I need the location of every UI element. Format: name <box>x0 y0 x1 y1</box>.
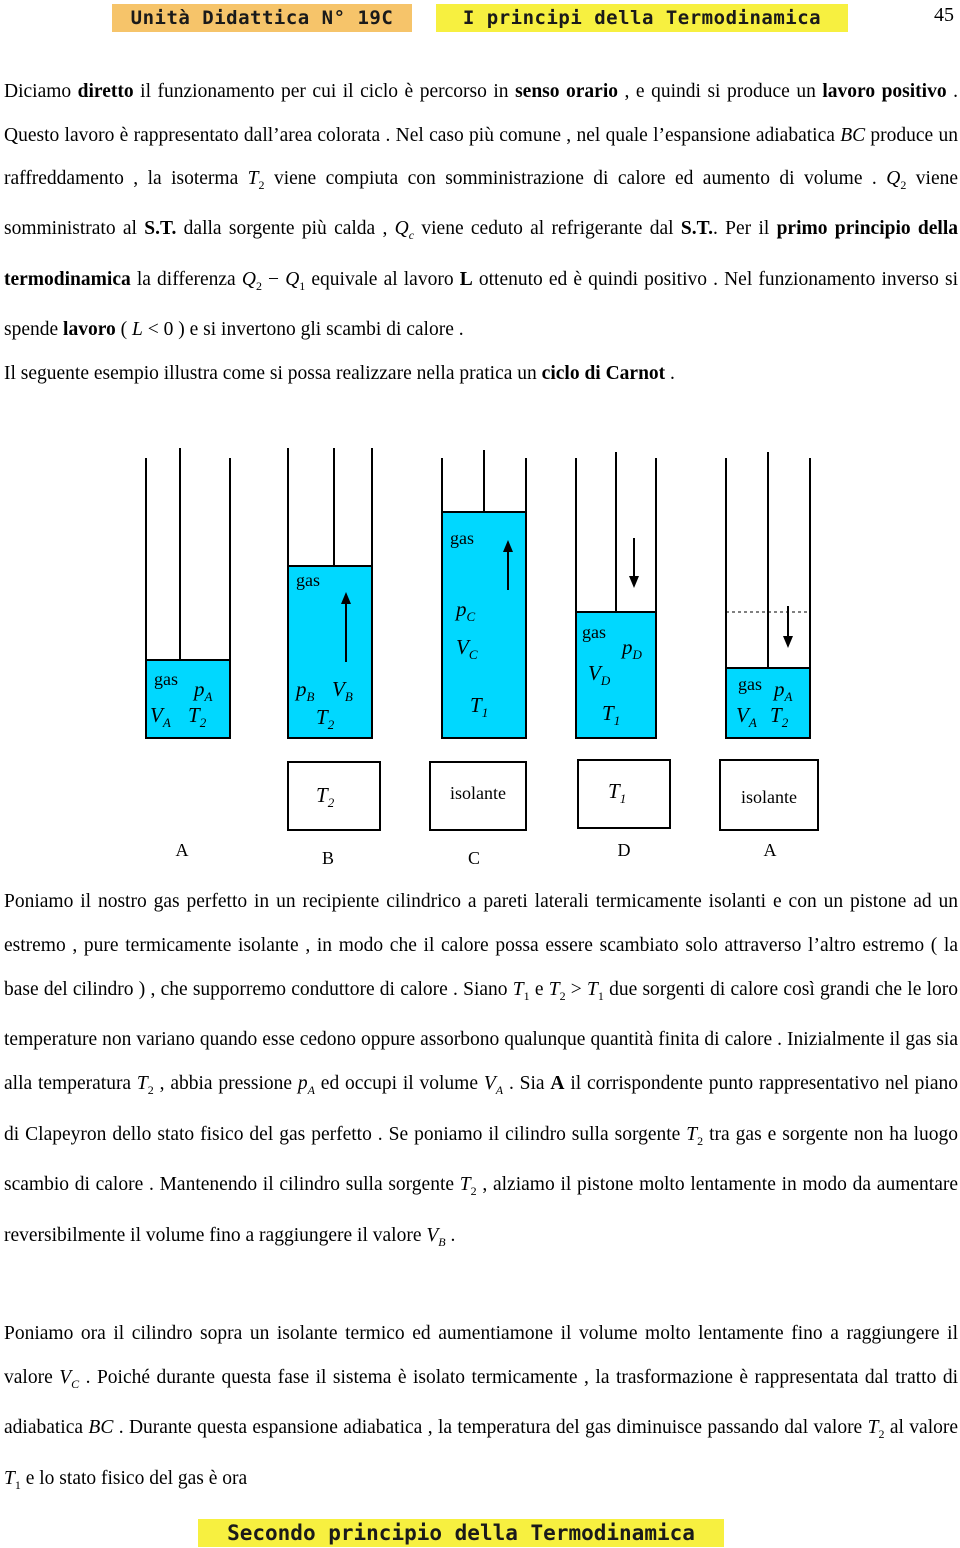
math-sub: B <box>438 1235 446 1250</box>
gas-label: gas <box>450 528 474 548</box>
math: T <box>247 168 259 189</box>
text: equivale al lavoro <box>305 268 460 290</box>
text: > <box>565 978 588 1000</box>
text: . Sia <box>503 1073 551 1095</box>
math-sub: 2 <box>559 988 566 1003</box>
math-sub: 1 <box>299 278 306 293</box>
math-sub: 1 <box>523 988 530 1003</box>
math: T <box>587 978 598 1000</box>
math-sub: A <box>495 1082 504 1097</box>
math-sub: 1 <box>14 1478 21 1493</box>
paragraph-example-intro <box>4 352 958 396</box>
gas-label: gas <box>738 674 762 694</box>
box-label: $T_2$ <box>316 783 335 810</box>
volume-label: $V_C$ <box>456 635 478 662</box>
chapter-title-header: I principi della Termodinamica <box>436 4 848 32</box>
bold-term: diretto <box>77 81 134 102</box>
temperature-label: $T_2$ <box>188 703 207 730</box>
math: T <box>459 1174 471 1196</box>
text: , abbia pressione <box>153 1073 298 1095</box>
source-box-t1 <box>578 760 670 828</box>
text: . <box>445 1225 456 1247</box>
temperature-label: $T_1$ <box>602 701 621 728</box>
text: produce un raffreddamento , la isoterma <box>4 124 958 189</box>
text: tra gas e sorgente non ha luogo scambio di calore . Mantenendo il cilindro sulla sorgente <box>4 1123 958 1196</box>
math: T <box>686 1123 698 1145</box>
text: . Poiché durante questa fase il sistema è isolato termicamente , la trasformazione è rappresentata dal tratto di adiabatica <box>4 1366 958 1439</box>
cylinder-a <box>146 448 230 738</box>
text: . Durante questa espansione adiabatica , la temperatura del gas diminuisce passando dal valore <box>113 1417 868 1439</box>
math-sub: 2 <box>900 177 907 192</box>
math-sub: c <box>408 228 415 243</box>
temperature-label: $T_2$ <box>770 703 789 730</box>
math: BC <box>840 124 866 146</box>
unit-header: Unità Didattica N° 19C <box>112 4 412 32</box>
gas-label: gas <box>154 669 178 689</box>
box-label: isolante <box>741 787 797 807</box>
bold-term: ciclo di Carnot <box>541 362 666 384</box>
math-sub: 2 <box>878 1427 885 1442</box>
volume-label: $V_A$ <box>736 703 757 730</box>
math-sub: 2 <box>255 278 262 293</box>
text: Poniamo ora il cilindro sopra un isolante termico ed aumentiamone il volume molto lentamente fino a raggiungere il valore <box>4 1323 958 1388</box>
math-sub: C <box>71 1376 80 1391</box>
arrowhead-icon <box>783 636 793 648</box>
text: e <box>529 978 549 1000</box>
text: il corrispondente punto rappresentativo nel piano di Clapeyron dello stato fisico del gas perfetto . Se poniamo il cilindro sulla sorgente <box>4 1073 958 1145</box>
text: < 0 ) e si invertono gli scambi di calore . <box>142 319 464 341</box>
text: ed occupi il volume <box>314 1073 484 1095</box>
text: dalla sorgente più calda , <box>176 218 395 240</box>
diagram-svg <box>0 440 960 880</box>
text: e lo stato fisico del gas è ora <box>20 1468 248 1490</box>
state-label-b: B <box>321 848 335 868</box>
paragraph-adiabatic <box>4 1312 958 1508</box>
math-sub: 2 <box>258 177 265 192</box>
gas-label: gas <box>582 622 606 642</box>
main-text <box>4 880 958 1265</box>
math-sub: 2 <box>697 1133 704 1148</box>
text: , alziamo il pistone molto lentamente in modo da aumentare reversibilmente il volume fino a raggiungere il valore <box>4 1174 958 1247</box>
text: viene ceduto al refrigerante dal <box>414 218 681 240</box>
text: viene somministrato al <box>4 168 959 240</box>
text: ( <box>115 319 133 341</box>
math: T <box>136 1073 148 1095</box>
insulator-box-1 <box>430 762 526 830</box>
math: Q <box>886 168 901 189</box>
state-label-c: C <box>467 848 481 868</box>
page-number: 45 <box>934 4 954 26</box>
cylinder-a-final <box>726 452 810 738</box>
math: T <box>867 1417 879 1439</box>
adiabatic-text <box>4 1312 958 1508</box>
math: Q <box>394 218 409 240</box>
math: L <box>132 319 143 341</box>
math: Q <box>241 268 256 290</box>
box-label: $T_1$ <box>608 779 627 806</box>
state-label-d: D <box>617 840 631 860</box>
cylinder-d <box>576 452 656 738</box>
math: V <box>483 1073 496 1095</box>
text: Poniamo il nostro gas perfetto in un recipiente cilindrico a pareti laterali termicamente isolanti e con un pistone ad un estremo , pure termicamente isolante , in modo che il calore possa essere scambiato solo attraverso l’altro estremo ( la base del cilindro ) , che supporremo conduttore di calore . Siano <box>4 891 958 1000</box>
bold-term: lavoro <box>63 319 116 341</box>
text: la differenza <box>130 268 242 290</box>
bold-term: S.T. <box>144 218 177 240</box>
math: p <box>297 1073 308 1095</box>
pressure-label: $p_C$ <box>456 597 476 624</box>
text: . Questo lavoro è rappresentato dall’area colorata . Nel caso più comune , nel quale l’espansione adiabatica <box>4 81 959 146</box>
intro-text <box>4 70 958 395</box>
text: viene compiuta con somministrazione di calore ed aumento di volume . <box>264 168 887 189</box>
text: − <box>261 268 286 290</box>
bold-term: lavoro positivo <box>822 81 947 102</box>
pressure-label: $p_B$ <box>296 677 315 704</box>
text: Diciamo <box>4 81 78 102</box>
bold-term: primo principio della termodinamica <box>4 218 958 290</box>
paragraph-cycle-description <box>4 70 958 352</box>
math: T <box>512 978 524 1000</box>
bold-term: A <box>550 1073 565 1095</box>
math: BC <box>88 1417 114 1439</box>
source-box-t2 <box>288 762 380 830</box>
text: . Per il <box>713 218 777 240</box>
volume-label: $V_A$ <box>150 703 171 730</box>
cylinder-c <box>442 450 526 738</box>
math-sub: 2 <box>470 1184 477 1199</box>
gas-fill <box>288 566 372 738</box>
pressure-label: $p_D$ <box>622 635 642 662</box>
box-label: isolante <box>450 783 506 803</box>
bold-term: L <box>459 268 473 290</box>
state-label-a: A <box>175 840 189 860</box>
text: . <box>665 362 675 384</box>
paragraph-setup <box>4 880 958 1265</box>
state-label-a-final: A <box>763 840 777 860</box>
insulator-box-2 <box>720 760 818 830</box>
arrowhead-icon <box>629 576 639 588</box>
math: Q <box>285 268 300 290</box>
math-sub: 2 <box>147 1082 154 1097</box>
volume-label: $V_B$ <box>332 677 353 704</box>
carnot-cylinders-diagram <box>0 440 960 880</box>
temperature-label: $T_1$ <box>470 693 489 720</box>
math: T <box>4 1468 15 1490</box>
pressure-label: $p_A$ <box>194 677 213 704</box>
text: due sorgenti di calore così grandi che le loro temperature non variano quando esse cedono oppure assorbono qualunque quantità finita di calore . Inizialmente il gas sia alla temperatura <box>4 978 959 1095</box>
text: il funzionamento per cui il ciclo è percorso in <box>133 81 516 102</box>
text: , e quindi si produce un <box>618 81 823 102</box>
pressure-label: $p_A$ <box>774 677 793 704</box>
math: V <box>59 1366 72 1388</box>
gas-label: gas <box>296 570 320 590</box>
volume-label: $V_D$ <box>588 661 611 688</box>
text: Il seguente esempio illustra come si possa realizzare nella pratica un <box>4 362 542 384</box>
footer-title: Secondo principio della Termodinamica <box>198 1519 724 1547</box>
text: ottenuto ed è quindi positivo . Nel funzionamento inverso si spende <box>4 268 958 341</box>
math: T <box>548 978 560 1000</box>
math-sub: 1 <box>597 988 604 1003</box>
temperature-label: $T_2$ <box>316 705 335 732</box>
text: al valore <box>884 1417 959 1439</box>
math: V <box>426 1225 439 1247</box>
cylinder-b <box>288 448 372 738</box>
math-sub: A <box>307 1082 315 1097</box>
bold-term: senso orario <box>515 81 619 102</box>
bold-term: S.T. <box>680 218 713 240</box>
